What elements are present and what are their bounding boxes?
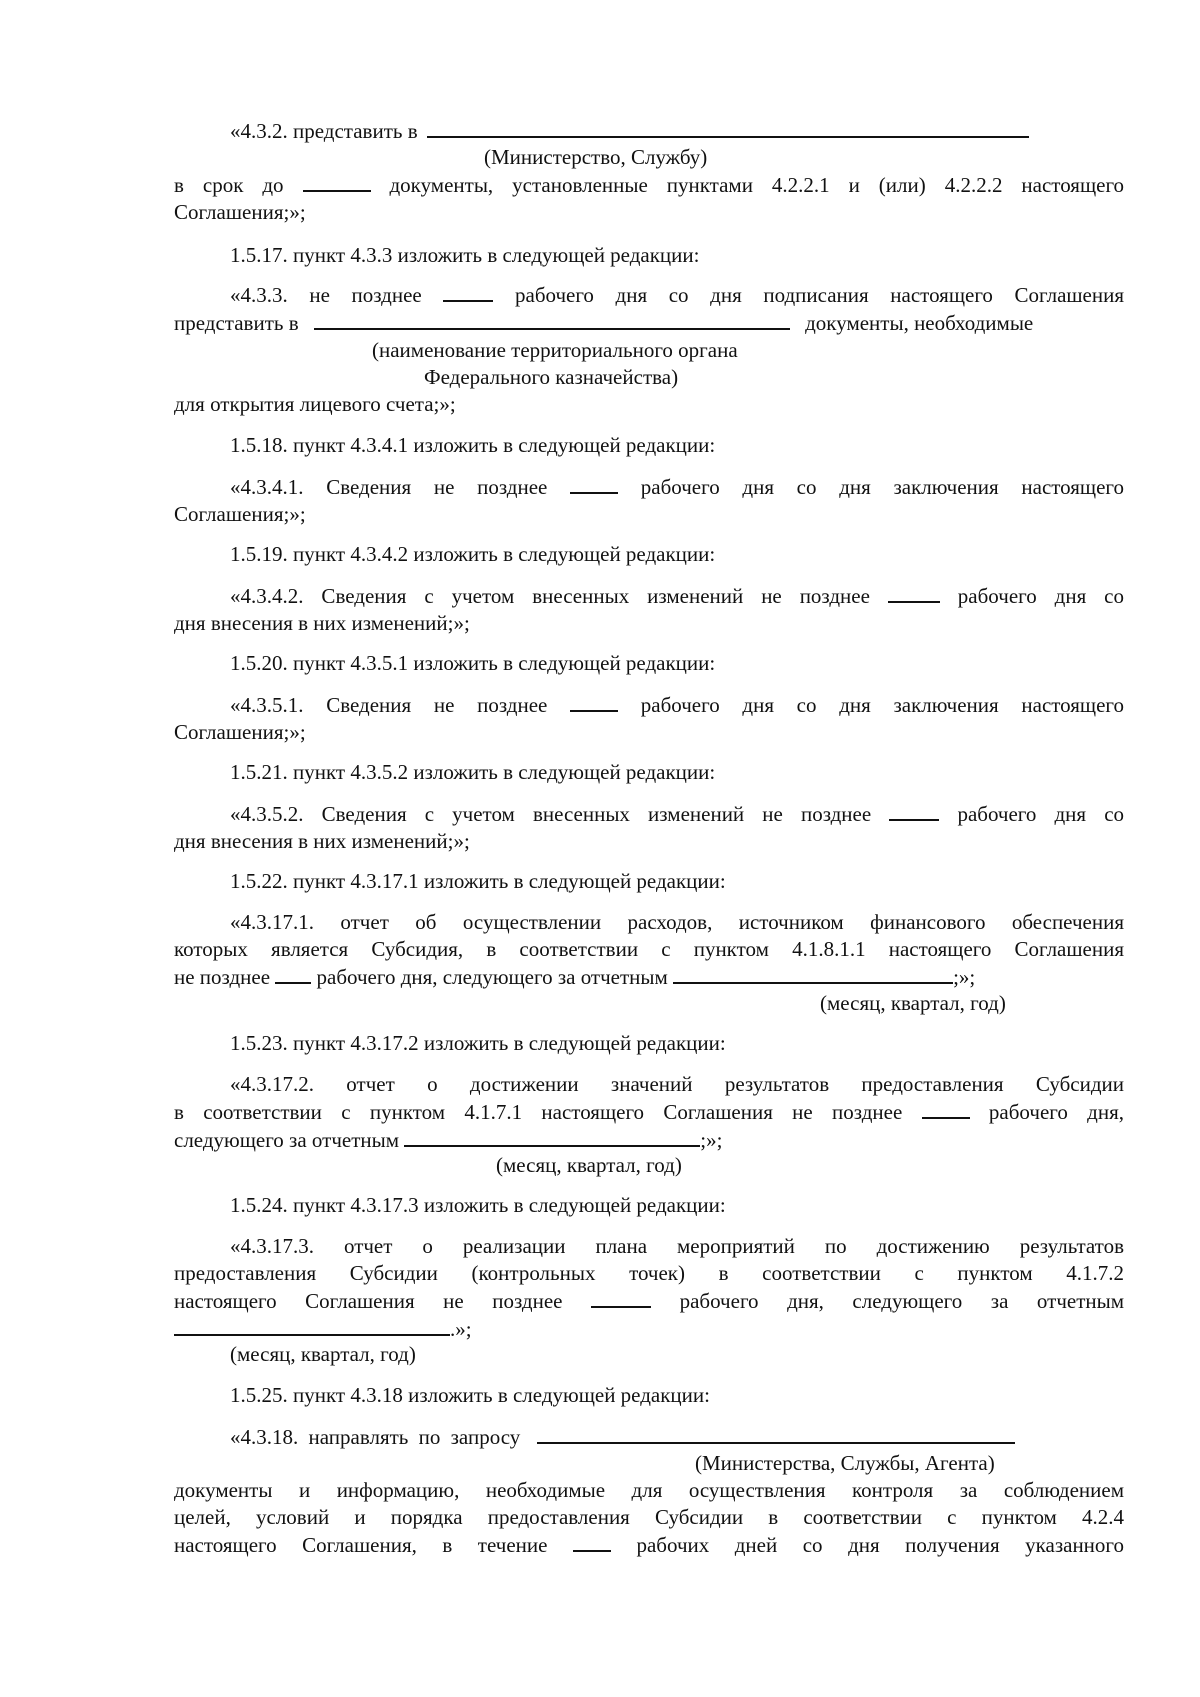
paragraph-4-3-2-cont: [174, 171, 1124, 226]
blank-line: [537, 1423, 1015, 1444]
blank-line: [570, 691, 618, 712]
blank-line: [673, 963, 953, 984]
paragraph-4-3-2: [174, 117, 1124, 145]
text: «4.3.17.3. отчет о реализации плана мероприятий по достижению результатов: [230, 1234, 1124, 1258]
caption: (Министерства, Службы, Агента): [695, 1451, 995, 1475]
blank-line: [174, 1315, 450, 1336]
blank-line: [314, 309, 790, 330]
blank-line: [573, 1531, 611, 1552]
paragraph-4-3-3: [174, 281, 1124, 337]
paragraph-4-3-17-3: [174, 1233, 1124, 1343]
text: «4.3.18. направлять по запросу: [230, 1425, 521, 1449]
blank-line: [888, 582, 940, 603]
text: рабочего дня со дня заключения настоящего: [640, 693, 1125, 717]
text: Соглашения;»;: [174, 720, 306, 744]
text: рабочего дня со дня подписания настоящего Соглашения: [515, 283, 1125, 307]
text: рабочего дня, следующего за отчетным: [316, 965, 668, 989]
item-1-5-18: 1.5.18. пункт 4.3.4.1 изложить в следующей редакции:: [230, 433, 716, 457]
paragraph-4-3-18: [174, 1423, 1124, 1451]
text: дня внесения в них изменений;»;: [174, 829, 470, 853]
text: настоящего Соглашения не позднее: [174, 1289, 563, 1313]
text: следующего за отчетным: [174, 1128, 400, 1152]
text: «4.3.17.1. отчет об осуществлении расходов, источником финансового обеспечения: [230, 910, 1124, 934]
text: «4.3.5.1. Сведения не позднее: [230, 693, 548, 717]
text: рабочих дней со дня получения указанного: [636, 1533, 1125, 1557]
text: Соглашения;»;: [174, 200, 306, 224]
text: Соглашения;»;: [174, 502, 306, 526]
caption: Федерального казначейства): [424, 365, 679, 389]
paragraph-4-3-4-2: [174, 582, 1124, 637]
text: «4.3.5.2. Сведения с учетом внесенных изменений не позднее: [230, 802, 872, 826]
item-1-5-20: 1.5.20. пункт 4.3.5.1 изложить в следующей редакции:: [230, 651, 716, 675]
item-1-5-22: 1.5.22. пункт 4.3.17.1 изложить в следующей редакции:: [230, 869, 726, 893]
text: «4.3.4.2. Сведения с учетом внесенных изменений не позднее: [230, 584, 870, 608]
paragraph-4-3-18-cont: [174, 1477, 1124, 1559]
text: которых является Субсидия, в соответствии с пунктом 4.1.8.1.1 настоящего Соглашения: [174, 937, 1124, 961]
blank-line: [889, 800, 939, 821]
text: «4.3.2. представить в: [230, 119, 418, 143]
blank-line: [922, 1098, 970, 1119]
caption: (наименование территориального органа: [372, 338, 738, 362]
text: «4.3.3. не позднее: [230, 283, 422, 307]
caption: (Министерство, Службу): [484, 145, 708, 169]
text: рабочего дня со: [957, 584, 1125, 608]
text: предоставления Субсидии (контрольных точек) в соответствии с пунктом 4.1.7.2: [174, 1261, 1124, 1285]
text: рабочего дня со дня заключения настоящего: [640, 475, 1125, 499]
caption: (месяц, квартал, год): [820, 991, 1006, 1015]
blank-line: [570, 473, 618, 494]
text: настоящего Соглашения, в течение: [174, 1533, 548, 1557]
text: рабочего дня, следующего за отчетным: [679, 1289, 1125, 1313]
text: .»;: [450, 1317, 472, 1341]
paragraph-4-3-4-1: [174, 473, 1124, 528]
text: «4.3.17.2. отчет о достижении значений результатов предоставления Субсидии: [230, 1072, 1124, 1096]
blank-line: [427, 117, 1029, 138]
text: в срок до: [174, 173, 284, 197]
paragraph-4-3-5-1: [174, 691, 1124, 746]
text: не позднее: [174, 965, 271, 989]
text: рабочего дня со: [957, 802, 1125, 826]
text: в соответствии с пунктом 4.1.7.1 настоящего Соглашения не позднее: [174, 1100, 903, 1124]
blank-line: [275, 963, 311, 984]
item-1-5-23: 1.5.23. пункт 4.3.17.2 изложить в следующей редакции:: [230, 1031, 726, 1055]
item-1-5-17: 1.5.17. пункт 4.3.3 изложить в следующей редакции:: [230, 243, 700, 267]
item-1-5-24: 1.5.24. пункт 4.3.17.3 изложить в следующей редакции:: [230, 1193, 726, 1217]
item-1-5-25: 1.5.25. пункт 4.3.18 изложить в следующей редакции:: [230, 1383, 710, 1407]
text: документы и информацию, необходимые для осуществления контроля за соблюдением: [174, 1478, 1124, 1502]
caption: (месяц, квартал, год): [230, 1342, 416, 1366]
paragraph-4-3-3-cont: для открытия лицевого счета;»;: [174, 392, 456, 416]
paragraph-4-3-17-1: [174, 909, 1124, 991]
text: документы, установленные пунктами 4.2.2.1 и (или) 4.2.2.2 настоящего: [389, 173, 1125, 197]
caption: (месяц, квартал, год): [496, 1153, 682, 1177]
item-1-5-21: 1.5.21. пункт 4.3.5.2 изложить в следующей редакции:: [230, 760, 716, 784]
text: дня внесения в них изменений;»;: [174, 611, 470, 635]
paragraph-4-3-5-2: [174, 800, 1124, 855]
item-1-5-19: 1.5.19. пункт 4.3.4.2 изложить в следующей редакции:: [230, 542, 716, 566]
text: «4.3.4.1. Сведения не позднее: [230, 475, 548, 499]
text: целей, условий и порядка предоставления Субсидии в соответствии с пунктом 4.2.4: [174, 1505, 1124, 1529]
blank-line: [591, 1287, 651, 1308]
blank-line: [443, 281, 493, 302]
blank-line: [303, 171, 371, 192]
text: ;»;: [953, 965, 976, 989]
text: ;»;: [700, 1128, 723, 1152]
text: рабочего дня,: [988, 1100, 1125, 1124]
paragraph-4-3-17-2: [174, 1071, 1124, 1154]
text: представить в: [174, 311, 299, 335]
blank-line: [404, 1126, 700, 1147]
text: документы, необходимые: [805, 311, 1034, 335]
